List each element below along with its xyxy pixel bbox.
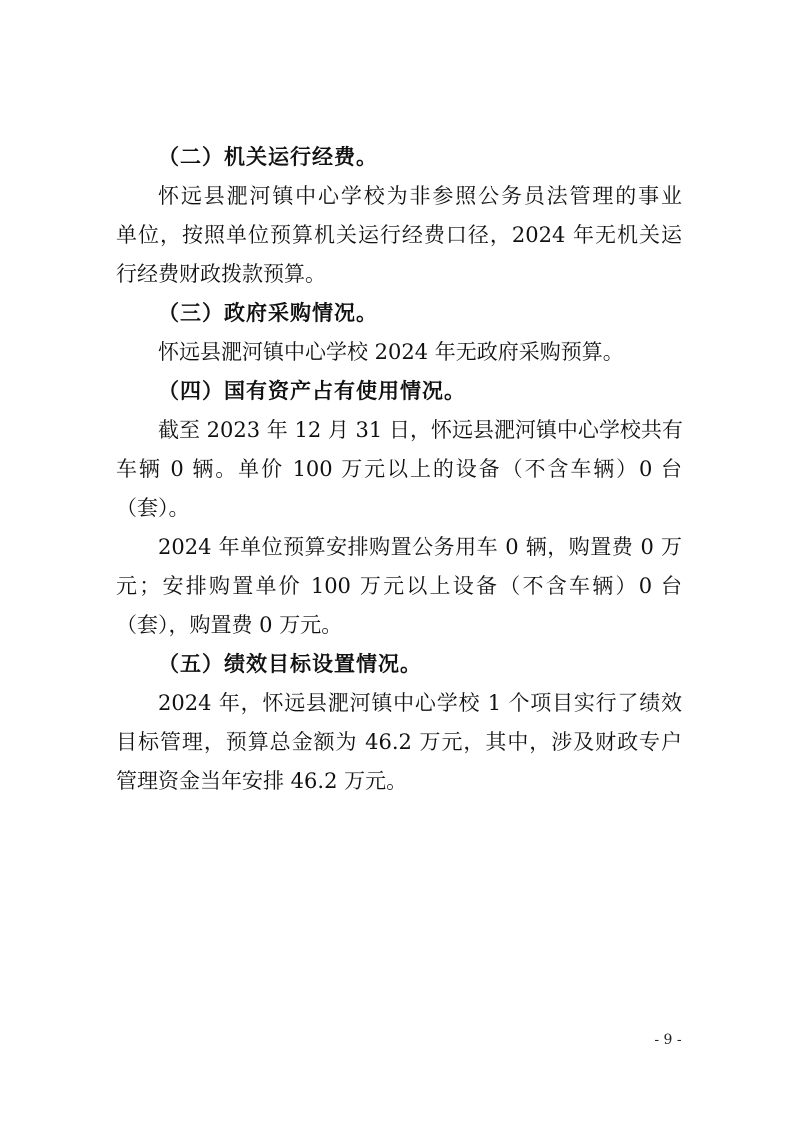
paragraph-line: 目标管理，预算总金额为 46.2 万元，其中，涉及财政专户 bbox=[116, 730, 682, 754]
paragraph-line: 管理资金当年安排 46.2 万元。 bbox=[116, 769, 408, 793]
paragraph-line: （套）。 bbox=[116, 496, 190, 520]
paragraph-line: 怀远县淝河镇中心学校为非参照公务员法管理的事业 bbox=[158, 184, 682, 208]
paragraph-line: 截至 2023 年 12 月 31 日，怀远县淝河镇中心学校共有 bbox=[158, 418, 683, 442]
paragraph-line: 行经费财政拨款预算。 bbox=[116, 262, 326, 286]
paragraph-line: 车辆 0 辆。单价 100 万元以上的设备（不含车辆）0 台 bbox=[116, 457, 682, 481]
section-heading-performance-targets: （五）绩效目标设置情况。 bbox=[158, 652, 422, 676]
document-body bbox=[116, 138, 682, 801]
paragraph-line: 2024 年，怀远县淝河镇中心学校 1 个项目实行了绩效 bbox=[158, 691, 682, 715]
paragraph-line: 怀远县淝河镇中心学校 2024 年无政府采购预算。 bbox=[158, 340, 624, 364]
paragraph-line: （套），购置费 0 万元。 bbox=[116, 613, 343, 637]
paragraph-line: 2024 年单位预算安排购置公务用车 0 辆，购置费 0 万 bbox=[158, 535, 682, 559]
section-heading-procurement: （三）政府采购情况。 bbox=[158, 301, 378, 325]
section-heading-operating-expenses: （二）机关运行经费。 bbox=[158, 145, 378, 169]
page-number: - 9 - bbox=[654, 1032, 682, 1048]
paragraph-line: 元；安排购置单价 100 万元以上设备（不含车辆）0 台 bbox=[116, 574, 682, 598]
paragraph-line: 单位，按照单位预算机关运行经费口径，2024 年无机关运 bbox=[116, 223, 682, 247]
section-heading-state-assets: （四）国有资产占有使用情况。 bbox=[158, 379, 466, 403]
